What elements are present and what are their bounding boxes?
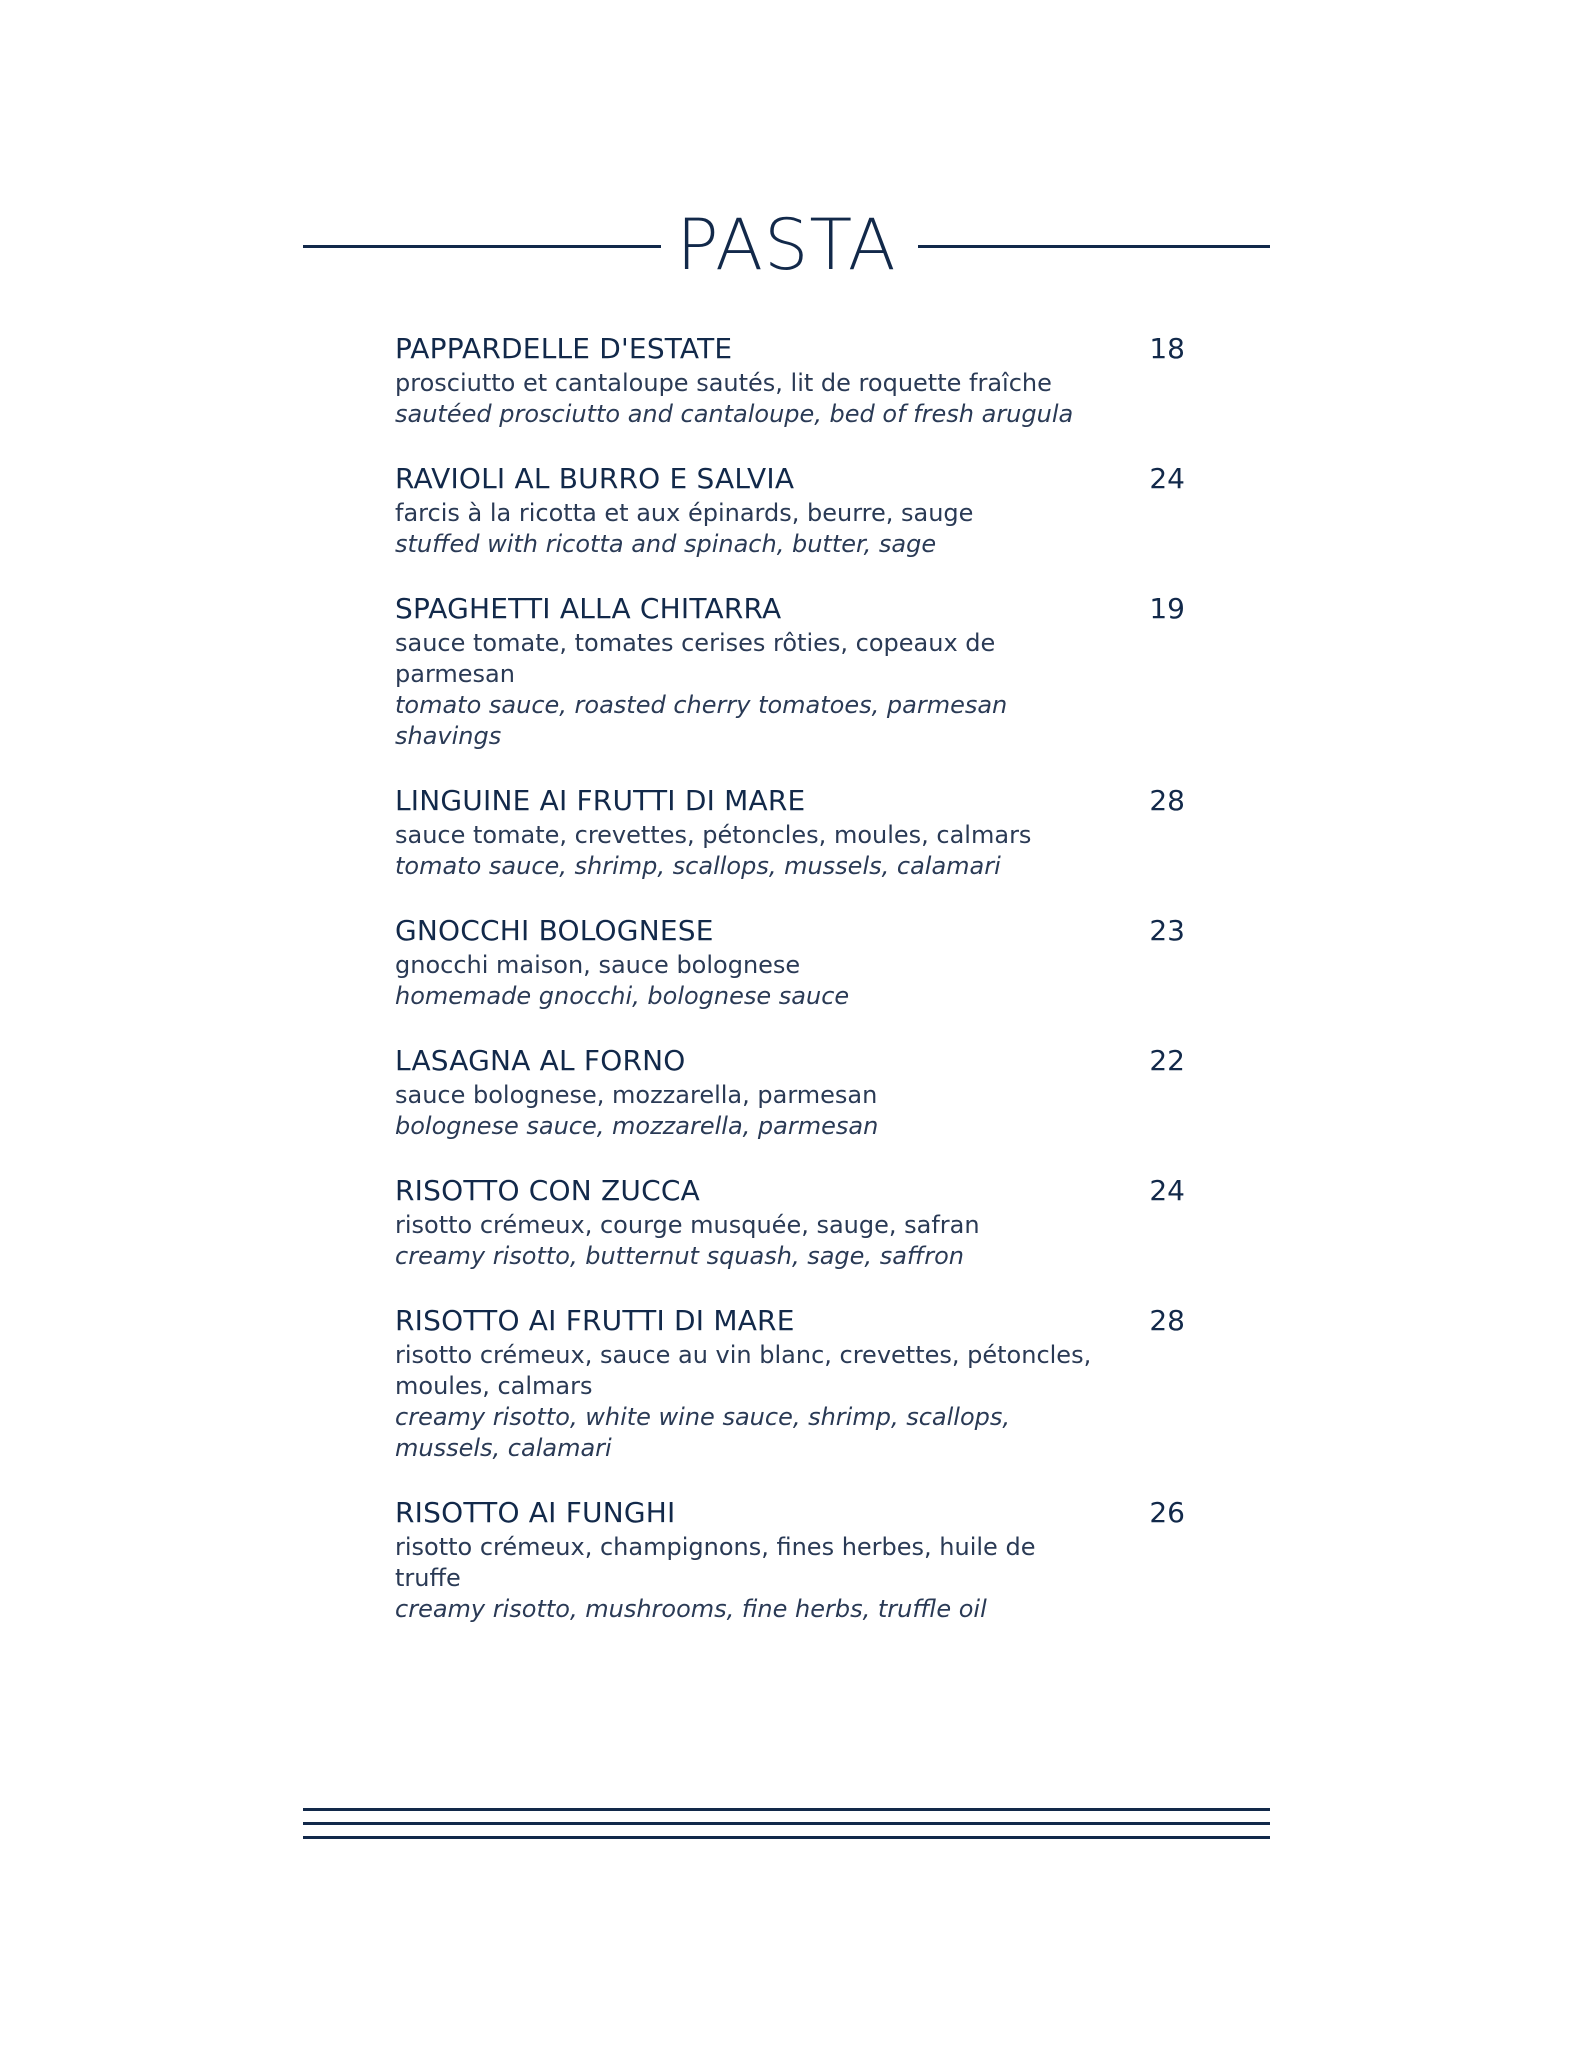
section-title: PASTA — [676, 204, 897, 286]
dish-name: RISOTTO AI FUNGHI — [395, 1496, 676, 1529]
dish-description-fr: risotto crémeux, champignons, fines herbes, huile de truffe — [395, 1533, 1036, 1592]
dish-name: RISOTTO AI FRUTTI DI MARE — [395, 1304, 795, 1337]
dish-description-en: homemade gnocchi, bolognese sauce — [395, 982, 850, 1010]
menu-item — [395, 1302, 1185, 1464]
dish-description-fr: farcis à la ricotta et aux épinards, beurre, sauge — [395, 499, 974, 527]
dish-description-en: bolognese sauce, mozzarella, parmesan — [395, 1112, 879, 1140]
dish-price: 28 — [1149, 1304, 1185, 1337]
footer-rule — [303, 1836, 1270, 1839]
dish-description-en: tomato sauce, shrimp, scallops, mussels, calamari — [395, 852, 1001, 880]
footer-rule — [303, 1808, 1270, 1811]
menu-item — [395, 590, 1185, 752]
dish-description-fr: gnocchi maison, sauce bolognese — [395, 951, 801, 979]
dish-price: 23 — [1149, 914, 1185, 947]
dish-name: LINGUINE AI FRUTTI DI MARE — [395, 784, 806, 817]
section-header — [303, 195, 1270, 295]
footer-rule — [303, 1822, 1270, 1825]
dish-description-en: creamy risotto, butternut squash, sage, saffron — [395, 1242, 964, 1270]
dish-name: LASAGNA AL FORNO — [395, 1044, 686, 1077]
dish-price: 19 — [1149, 592, 1185, 625]
menu-list — [395, 330, 1185, 1655]
dish-price: 26 — [1149, 1496, 1185, 1529]
footer-rules — [303, 1808, 1270, 1848]
menu-item — [395, 1172, 1185, 1272]
dish-description-en: stuffed with ricotta and spinach, butter, sage — [395, 530, 937, 558]
dish-description-fr: prosciutto et cantaloupe sautés, lit de roquette fraîche — [395, 369, 1052, 397]
dish-description-fr: risotto crémeux, courge musquée, sauge, safran — [395, 1211, 980, 1239]
dish-name: RAVIOLI AL BURRO E SALVIA — [395, 462, 795, 495]
dish-name: SPAGHETTI ALLA CHITARRA — [395, 592, 782, 625]
dish-price: 22 — [1149, 1044, 1185, 1077]
dish-description-en: tomato sauce, roasted cherry tomatoes, parmesan shavings — [395, 691, 1008, 750]
dish-description-fr: risotto crémeux, sauce au vin blanc, crevettes, pétoncles, moules, calmars — [395, 1341, 1092, 1400]
menu-item — [395, 1494, 1185, 1625]
dish-description-fr: sauce bolognese, mozzarella, parmesan — [395, 1081, 878, 1109]
dish-description-fr: sauce tomate, tomates cerises rôties, copeaux de parmesan — [395, 629, 996, 688]
dish-price: 24 — [1149, 1174, 1185, 1207]
dish-price: 24 — [1149, 462, 1185, 495]
menu-item — [395, 912, 1185, 1012]
menu-item — [395, 1042, 1185, 1142]
dish-price: 18 — [1149, 332, 1185, 365]
dish-description-en: creamy risotto, white wine sauce, shrimp, scallops, mussels, calamari — [395, 1403, 1010, 1462]
dish-price: 28 — [1149, 784, 1185, 817]
menu-item — [395, 782, 1185, 882]
dish-name: RISOTTO CON ZUCCA — [395, 1174, 700, 1207]
dish-name: GNOCCHI BOLOGNESE — [395, 914, 714, 947]
menu-item — [395, 460, 1185, 560]
header-rule-right — [918, 245, 1270, 248]
dish-name: PAPPARDELLE D'ESTATE — [395, 332, 733, 365]
dish-description-fr: sauce tomate, crevettes, pétoncles, moules, calmars — [395, 821, 1032, 849]
menu-item — [395, 330, 1185, 430]
dish-description-en: sautéed prosciutto and cantaloupe, bed of fresh arugula — [395, 400, 1074, 428]
dish-description-en: creamy risotto, mushrooms, fine herbs, truffle oil — [395, 1595, 987, 1623]
